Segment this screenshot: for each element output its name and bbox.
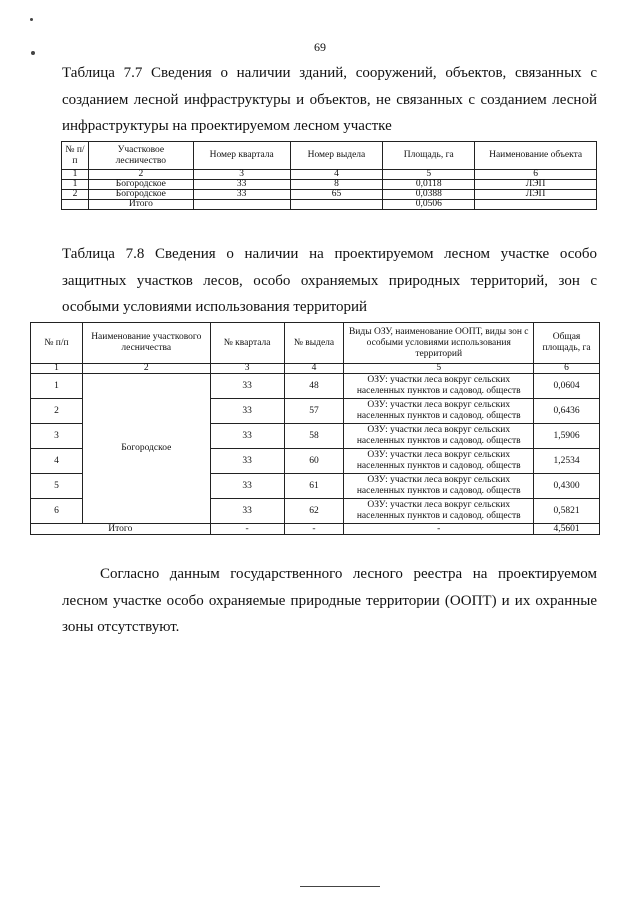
allotment-cell: 61: [284, 474, 344, 499]
table-header-row: [31, 323, 600, 364]
cell: [62, 200, 89, 210]
col-number: 6: [534, 364, 600, 374]
total-row: [62, 200, 597, 210]
col-number: 4: [290, 170, 383, 180]
cell: -: [284, 524, 344, 535]
ozu-line: населенных пунктов и садовод. обществ: [356, 511, 521, 521]
allotment-cell: 48: [284, 374, 344, 399]
cell: 33: [193, 180, 290, 190]
ozu-type-cell: [344, 424, 534, 449]
page-number: 69: [314, 40, 326, 54]
col-number: 3: [210, 364, 284, 374]
column-number-row: [62, 170, 597, 180]
area-cell: 0,5821: [534, 499, 600, 524]
cell: 65: [290, 190, 383, 200]
table-7-7: [61, 141, 597, 210]
ozu-type-cell: [344, 399, 534, 424]
scan-speck: [30, 18, 33, 21]
col-number: 2: [88, 170, 193, 180]
col-number: 2: [82, 364, 210, 374]
total-label: Итого: [88, 200, 193, 210]
header-cell: Участковое лесничество: [88, 142, 193, 170]
cell: 8: [290, 180, 383, 190]
ozu-line: населенных пунктов и садовод. обществ: [356, 411, 521, 421]
cell: Богородское: [88, 190, 193, 200]
row-number: 1: [31, 374, 83, 399]
row-number: 5: [31, 474, 83, 499]
scan-line: [300, 886, 380, 887]
area-cell: 0,4300: [534, 474, 600, 499]
cell: 1: [62, 180, 89, 190]
allotment-cell: 58: [284, 424, 344, 449]
header-cell: Номер квартала: [193, 142, 290, 170]
table-header-row: [62, 142, 597, 170]
col-number: 6: [475, 170, 597, 180]
header-cell: Виды ОЗУ, наименование ООПТ, виды зон с особыми условиями использования территорий: [344, 323, 534, 364]
ozu-type-cell: [344, 499, 534, 524]
row-number: 3: [31, 424, 83, 449]
header-cell: № п/п: [31, 323, 83, 364]
ozu-type-cell: [344, 449, 534, 474]
cell: [193, 200, 290, 210]
cell: [475, 200, 597, 210]
allotment-cell: 60: [284, 449, 344, 474]
quarter-cell: 33: [210, 474, 284, 499]
row-number: 4: [31, 449, 83, 474]
paragraph-line: Согласно данным государственного лесного реестра на проектируемом: [100, 566, 597, 582]
table-7-8: [30, 322, 600, 535]
col-number: 1: [62, 170, 89, 180]
ozu-line: населенных пунктов и садовод. обществ: [356, 461, 521, 471]
ozu-line: населенных пунктов и садовод. обществ: [356, 436, 521, 446]
col-number: 3: [193, 170, 290, 180]
header-cell: Наименование объекта: [475, 142, 597, 170]
ozu-line: ОЗУ: участки леса вокруг сельских: [367, 500, 511, 510]
ozu-line: населенных пунктов и садовод. обществ: [356, 486, 521, 496]
ozu-line: ОЗУ: участки леса вокруг сельских: [367, 475, 511, 485]
paragraph-line: зоны отсутствуют.: [62, 619, 180, 635]
total-area: 4,5601: [534, 524, 600, 535]
col-number: 4: [284, 364, 344, 374]
table77-caption: [62, 60, 597, 140]
area-cell: 0,6436: [534, 399, 600, 424]
paragraph-line: лесном участке особо охраняемые природные территории (ООПТ) и их охранные: [62, 592, 597, 609]
cell: 2: [62, 190, 89, 200]
ozu-line: ОЗУ: участки леса вокруг сельских: [367, 400, 511, 410]
ozu-type-cell: [344, 474, 534, 499]
quarter-cell: 33: [210, 499, 284, 524]
table-row: [62, 190, 597, 200]
cell: 0,0118: [383, 180, 475, 190]
caption-line: Таблица 7.7 Сведения о наличии зданий, сооружений, объектов, связанных с: [62, 65, 597, 81]
header-cell: Площадь, га: [383, 142, 475, 170]
area-cell: 0,0604: [534, 374, 600, 399]
scan-speck: [31, 51, 35, 55]
col-number: 5: [344, 364, 534, 374]
allotment-cell: 62: [284, 499, 344, 524]
header-cell: № выдела: [284, 323, 344, 364]
cell: ЛЭП: [475, 180, 597, 190]
allotment-cell: 57: [284, 399, 344, 424]
quarter-cell: 33: [210, 374, 284, 399]
header-cell: Наименование участкового лесничества: [82, 323, 210, 364]
col-number: 1: [31, 364, 83, 374]
cell: [290, 200, 383, 210]
column-number-row: [31, 364, 600, 374]
table-row: [62, 180, 597, 190]
cell: 33: [193, 190, 290, 200]
area-cell: 1,5906: [534, 424, 600, 449]
quarter-cell: 33: [210, 399, 284, 424]
cell: -: [344, 524, 534, 535]
ozu-line: ОЗУ: участки леса вокруг сельских: [367, 425, 511, 435]
header-cell: № квартала: [210, 323, 284, 364]
forestry-name: Богородское: [82, 374, 210, 524]
cell: -: [210, 524, 284, 535]
header-cell: Номер выдела: [290, 142, 383, 170]
row-number: 2: [31, 399, 83, 424]
cell: 0,0388: [383, 190, 475, 200]
caption-line: инфраструктуры на проектируемом лесном участке: [62, 118, 392, 134]
caption-line: созданием лесной инфраструктуры и объектов, не связанных с созданием лесной: [62, 91, 597, 108]
cell: Богородское: [88, 180, 193, 190]
conclusion-paragraph: [62, 561, 597, 641]
total-row: [31, 524, 600, 535]
total-area: 0,0506: [383, 200, 475, 210]
ozu-line: населенных пунктов и садовод. обществ: [356, 386, 521, 396]
header-cell: Общая площадь, га: [534, 323, 600, 364]
ozu-line: ОЗУ: участки леса вокруг сельских: [367, 375, 511, 385]
caption-line: особыми условиями использования территорий: [62, 299, 368, 315]
table-row: [31, 374, 600, 399]
quarter-cell: 33: [210, 449, 284, 474]
ozu-type-cell: [344, 374, 534, 399]
header-cell: № п/п: [62, 142, 89, 170]
table78-caption: [62, 241, 597, 321]
row-number: 6: [31, 499, 83, 524]
caption-line: Таблица 7.8 Сведения о наличии на проектируемом лесном участке особо: [62, 246, 597, 262]
total-label: Итого: [31, 524, 211, 535]
quarter-cell: 33: [210, 424, 284, 449]
caption-line: защитных участков лесов, особо охраняемых природных территорий, зон с: [62, 272, 597, 289]
cell: ЛЭП: [475, 190, 597, 200]
area-cell: 1,2534: [534, 449, 600, 474]
col-number: 5: [383, 170, 475, 180]
ozu-line: ОЗУ: участки леса вокруг сельских: [367, 450, 511, 460]
